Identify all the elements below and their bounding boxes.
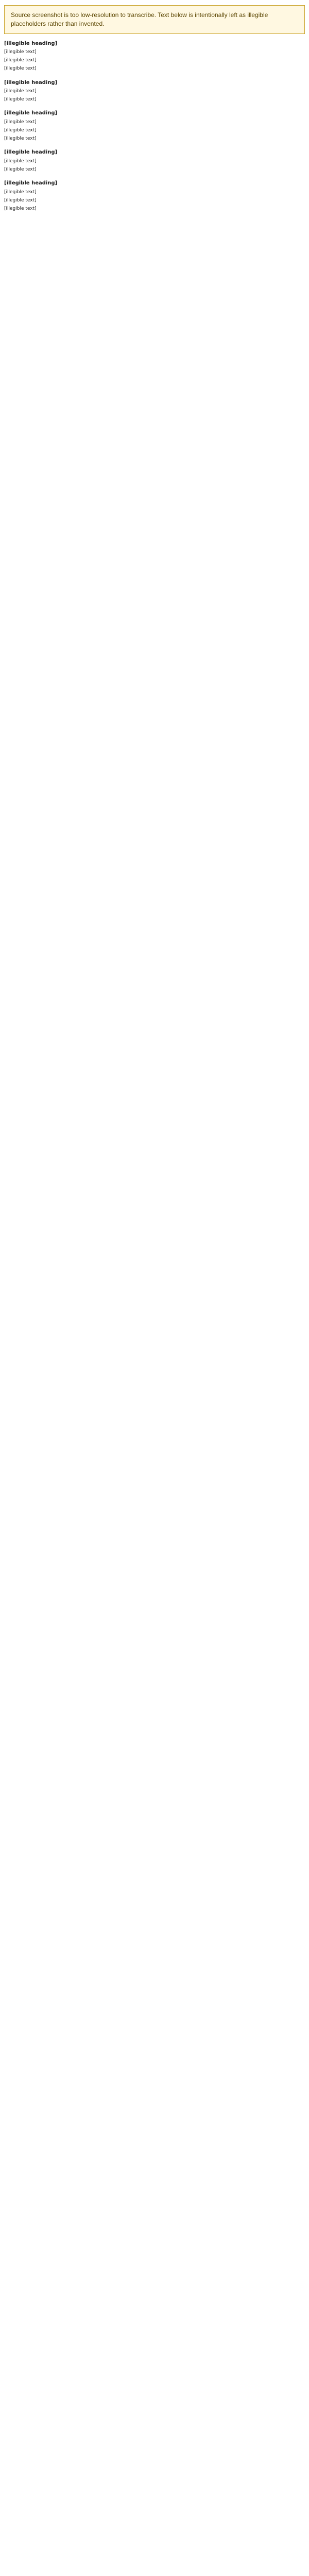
section-paragraph: [illegible text] — [4, 136, 37, 142]
section-paragraph: [illegible text] — [4, 206, 37, 211]
section-heading: [illegible heading] — [4, 110, 58, 116]
document-section — [4, 149, 305, 173]
section-heading: [illegible heading] — [4, 180, 58, 186]
document-body — [4, 40, 305, 212]
section-heading: [illegible heading] — [4, 149, 58, 156]
section-paragraph: [illegible text] — [4, 49, 37, 55]
section-paragraph: [illegible text] — [4, 189, 37, 195]
section-paragraph: [illegible text] — [4, 58, 37, 63]
section-paragraph: [illegible text] — [4, 119, 37, 125]
section-paragraph: [illegible text] — [4, 89, 37, 94]
section-paragraph: [illegible text] — [4, 66, 37, 72]
section-paragraph: [illegible text] — [4, 97, 37, 103]
section-paragraph: [illegible text] — [4, 197, 37, 203]
section-heading: [illegible heading] — [4, 79, 58, 86]
document-section — [4, 110, 305, 142]
section-paragraph: [illegible text] — [4, 166, 37, 172]
section-paragraph: [illegible text] — [4, 127, 37, 133]
document-section — [4, 180, 305, 212]
section-heading: [illegible heading] — [4, 40, 58, 46]
transcription-notice: Source screenshot is too low-resolution to transcribe. Text below is intentionally left as illegible placeholders rather than invented. — [4, 5, 305, 34]
document-section — [4, 40, 305, 72]
section-paragraph: [illegible text] — [4, 158, 37, 164]
document-section — [4, 79, 305, 103]
document-page — [0, 0, 309, 224]
